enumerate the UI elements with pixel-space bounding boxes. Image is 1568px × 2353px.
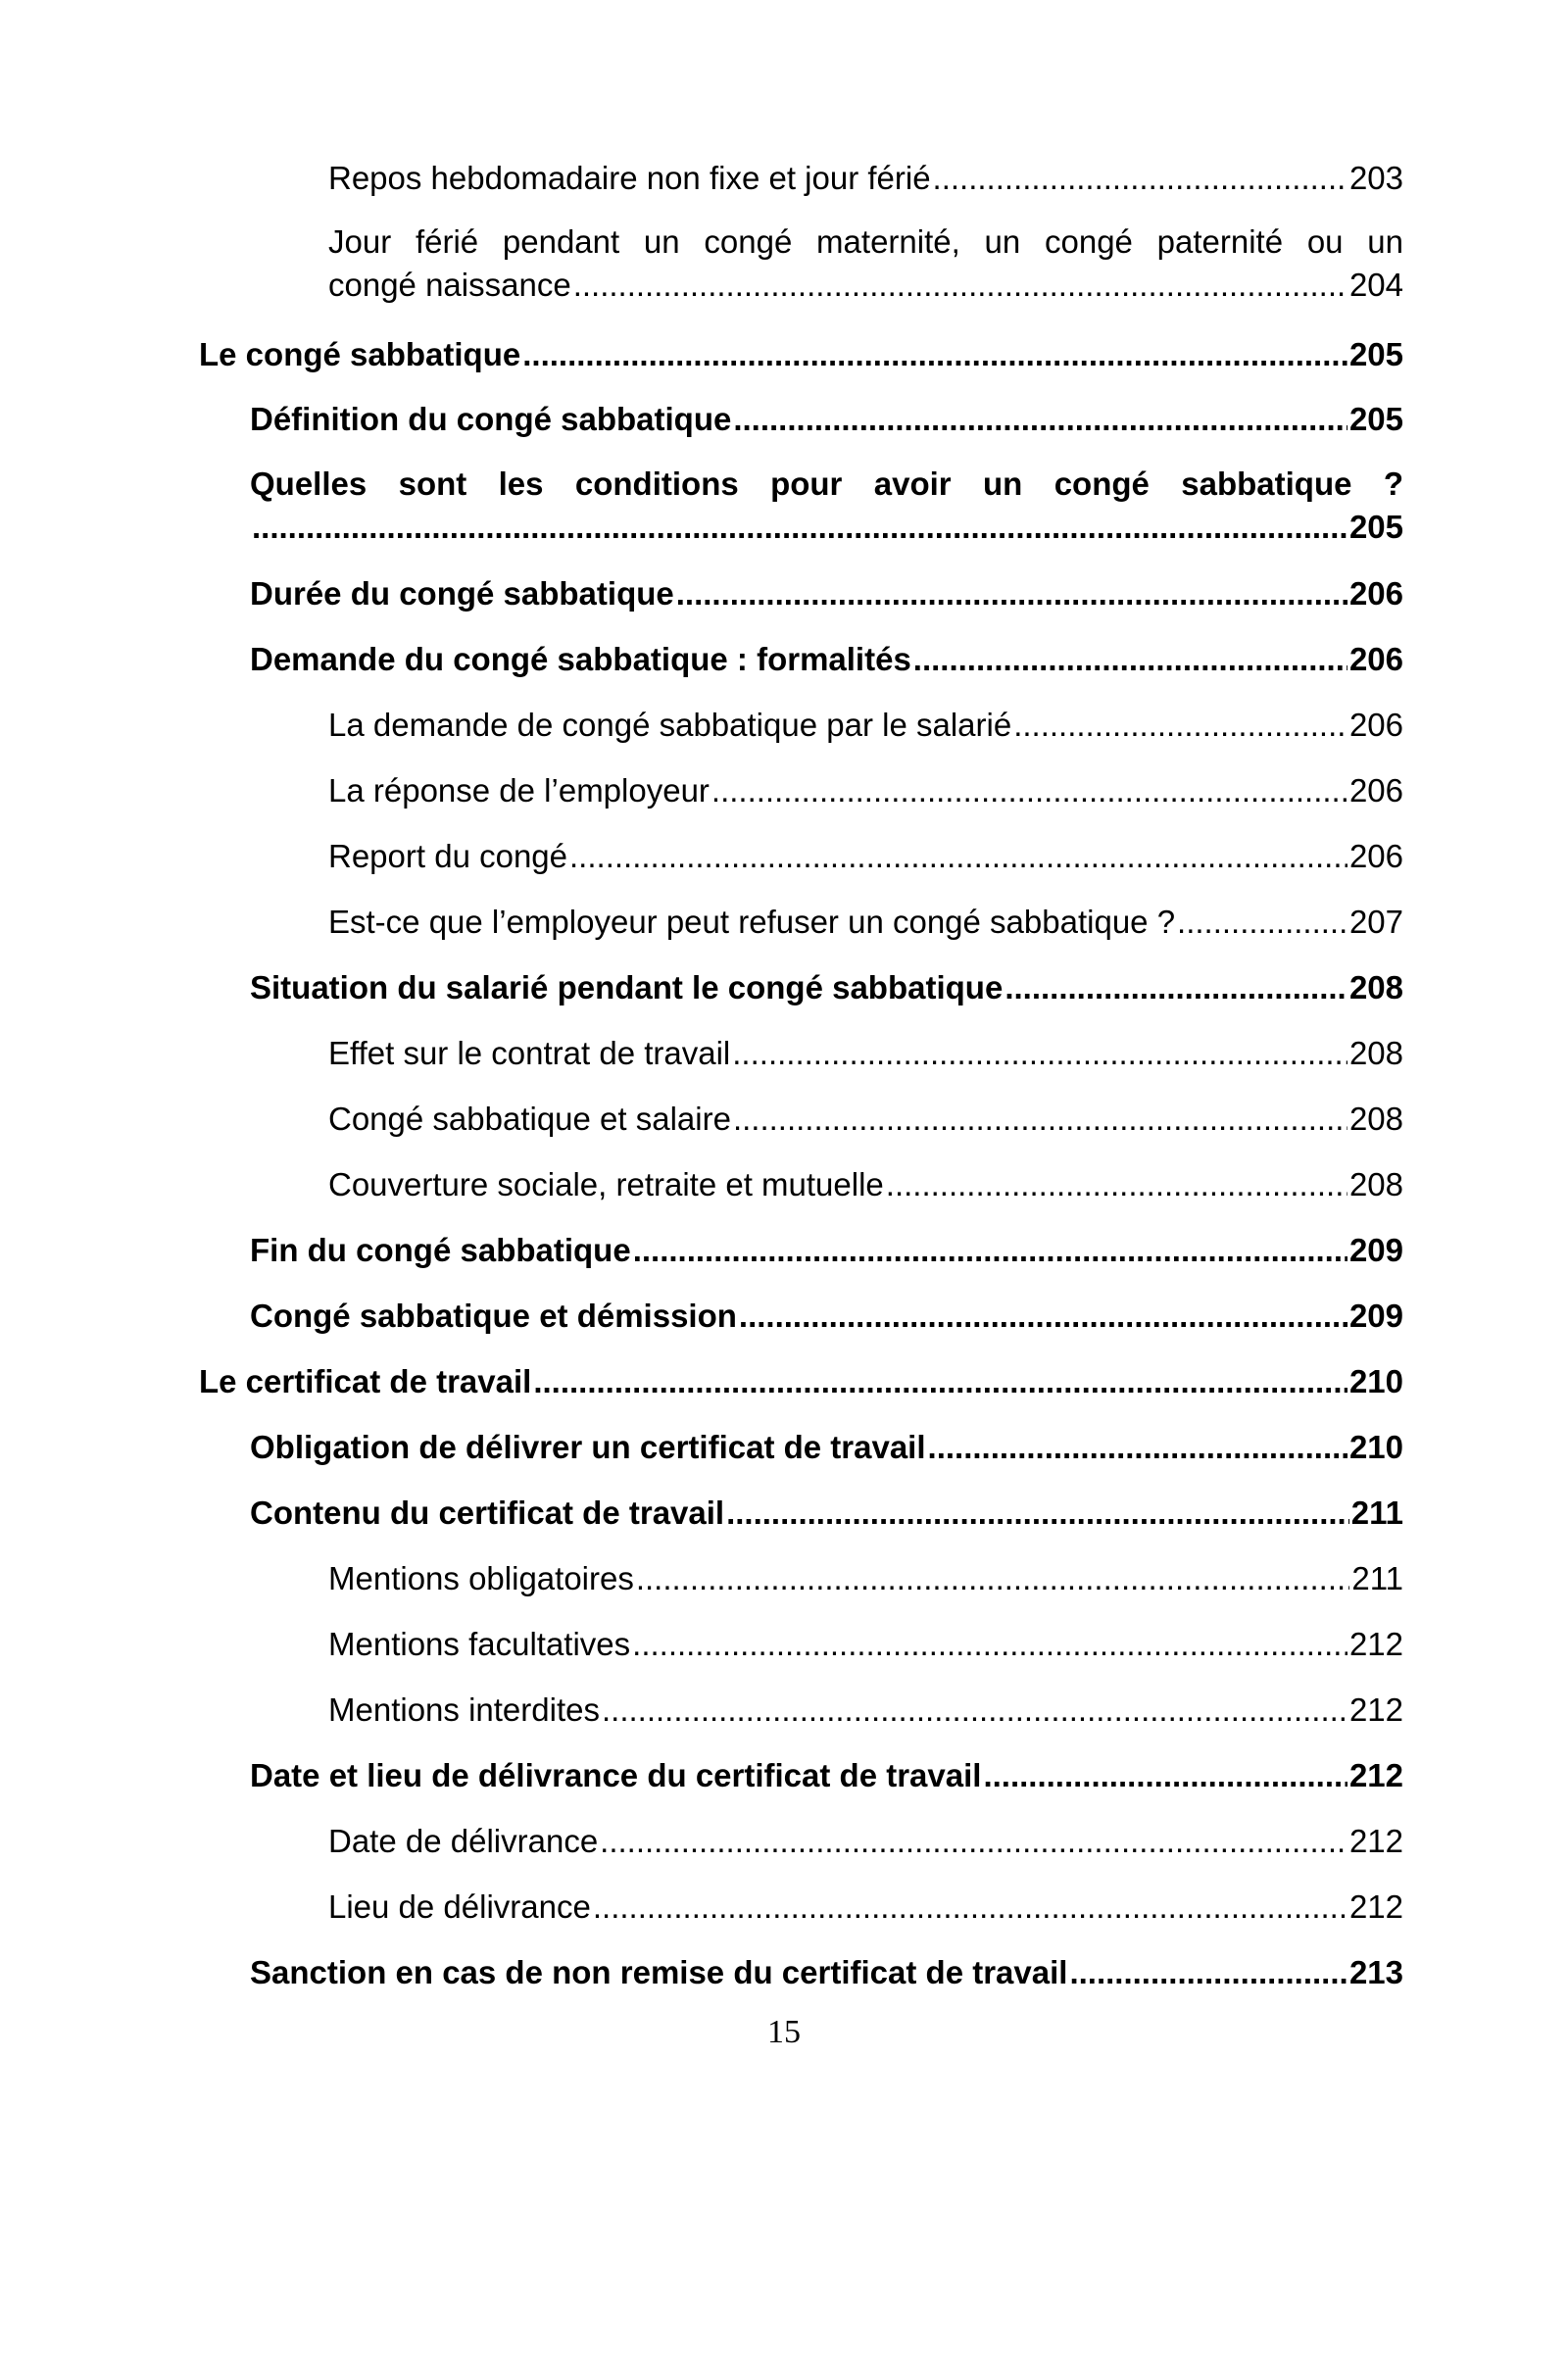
toc-entry[interactable] bbox=[250, 1426, 1403, 1469]
toc-entry[interactable] bbox=[250, 966, 1403, 1009]
dot-leader bbox=[252, 506, 1348, 549]
toc-entry-page: 206 bbox=[1348, 838, 1403, 874]
toc-entry[interactable] bbox=[328, 704, 1403, 747]
toc-entry-title-line2-row bbox=[328, 264, 1403, 307]
toc-entry[interactable] bbox=[328, 1623, 1403, 1666]
dot-leader bbox=[983, 1754, 1347, 1797]
dot-leader bbox=[913, 638, 1348, 681]
toc-entry-title-line1: Jour férié pendant un congé maternité, un congé paternité ou un bbox=[328, 223, 1403, 260]
dot-leader bbox=[733, 398, 1348, 441]
toc-entry-page: 209 bbox=[1348, 1232, 1403, 1268]
toc-entry[interactable] bbox=[199, 333, 1403, 376]
toc-entry-title: Est-ce que l’employeur peut refuser un congé sabbatique ? bbox=[328, 904, 1176, 940]
toc-entry[interactable] bbox=[328, 1886, 1403, 1929]
dot-leader bbox=[1013, 704, 1348, 747]
dot-leader bbox=[739, 1295, 1348, 1338]
toc-entry-title: Congé sabbatique et salaire bbox=[328, 1101, 731, 1137]
toc-entry-title: Congé sabbatique et démission bbox=[250, 1298, 737, 1334]
dot-leader bbox=[569, 835, 1348, 878]
toc-entry-page: 206 bbox=[1348, 641, 1403, 677]
toc-entry[interactable] bbox=[250, 1229, 1403, 1272]
toc-entry-title: Date de délivrance bbox=[328, 1823, 599, 1859]
toc-entry[interactable] bbox=[250, 1492, 1403, 1535]
toc-entry-page: 212 bbox=[1348, 1691, 1403, 1728]
toc-entry-title: Fin du congé sabbatique bbox=[250, 1232, 631, 1268]
toc-entry-title: Repos hebdomadaire non fixe et jour férié bbox=[328, 160, 931, 196]
toc-entry-page: 208 bbox=[1348, 969, 1403, 1005]
dot-leader bbox=[633, 1229, 1348, 1272]
toc-entry-title-line1: Quelles sont les conditions pour avoir un congé sabbatique ? bbox=[250, 466, 1403, 502]
toc-entry-title: Mentions obligatoires bbox=[328, 1560, 634, 1596]
dot-leader bbox=[1004, 966, 1348, 1009]
toc-entry[interactable] bbox=[250, 463, 1403, 549]
dot-leader bbox=[928, 1426, 1348, 1469]
toc-entry-title: Définition du congé sabbatique bbox=[250, 401, 732, 437]
toc-entry-page: 205 bbox=[1348, 336, 1403, 372]
toc-entry[interactable] bbox=[328, 221, 1403, 307]
toc-entry-page: 209 bbox=[1348, 1298, 1403, 1334]
page-number: 15 bbox=[767, 2014, 801, 2050]
toc-entry-title: Date et lieu de délivrance du certificat de travail bbox=[250, 1757, 982, 1793]
toc-entry-page: 207 bbox=[1348, 904, 1403, 940]
toc-entry-page: 213 bbox=[1348, 1954, 1403, 1990]
dot-leader bbox=[732, 1032, 1348, 1075]
toc-entry-page: 211 bbox=[1350, 1495, 1403, 1531]
toc-entry-title: Durée du congé sabbatique bbox=[250, 575, 674, 612]
dot-leader bbox=[632, 1623, 1348, 1666]
toc-entry-title: Mentions facultatives bbox=[328, 1626, 631, 1662]
toc-entry-page: 206 bbox=[1348, 575, 1403, 612]
toc-entry[interactable] bbox=[328, 1557, 1403, 1600]
dot-leader bbox=[711, 769, 1348, 812]
toc-entry-title-line2-row bbox=[250, 506, 1403, 549]
toc-entry-title: La réponse de l’employeur bbox=[328, 772, 710, 809]
toc-entry-title-line2: congé naissance bbox=[328, 267, 571, 303]
toc-entry[interactable] bbox=[328, 1098, 1403, 1141]
toc-entry-page: 212 bbox=[1348, 1823, 1403, 1859]
toc-entry-title: Le congé sabbatique bbox=[199, 336, 521, 372]
toc-entry[interactable] bbox=[250, 638, 1403, 681]
toc-entry-page: 208 bbox=[1348, 1035, 1403, 1071]
toc-entry-title: Couverture sociale, retraite et mutuelle bbox=[328, 1166, 884, 1202]
toc-entry[interactable] bbox=[328, 1689, 1403, 1732]
dot-leader bbox=[676, 572, 1348, 615]
toc-entry-page: 211 bbox=[1351, 1560, 1403, 1596]
dot-leader bbox=[726, 1492, 1349, 1535]
toc-entry-page: 205 bbox=[1348, 401, 1403, 437]
toc-entry-title: Lieu de délivrance bbox=[328, 1888, 591, 1925]
toc-entry-title: Obligation de délivrer un certificat de travail bbox=[250, 1429, 926, 1465]
toc-entry[interactable] bbox=[250, 572, 1403, 615]
toc-entry[interactable] bbox=[328, 1820, 1403, 1863]
toc-entry-page: 212 bbox=[1348, 1888, 1403, 1925]
toc-entry-page: 212 bbox=[1348, 1626, 1403, 1662]
toc-entry[interactable] bbox=[328, 157, 1403, 200]
toc-entry-title: Effet sur le contrat de travail bbox=[328, 1035, 731, 1071]
toc-entry-title: Mentions interdites bbox=[328, 1691, 600, 1728]
dot-leader bbox=[593, 1886, 1348, 1929]
dot-leader bbox=[522, 333, 1348, 376]
toc-entry-title: Le certificat de travail bbox=[199, 1363, 532, 1399]
toc-entry-page: 208 bbox=[1348, 1101, 1403, 1137]
dot-leader bbox=[573, 264, 1348, 307]
toc-entry-page: 205 bbox=[1348, 509, 1403, 545]
toc-entry-title: Report du congé bbox=[328, 838, 568, 874]
toc-entry[interactable] bbox=[250, 1754, 1403, 1797]
dot-leader bbox=[1177, 901, 1348, 944]
toc-entry[interactable] bbox=[250, 1295, 1403, 1338]
toc-entry-title: La demande de congé sabbatique par le salarié bbox=[328, 707, 1012, 743]
toc-entry-title: Contenu du certificat de travail bbox=[250, 1495, 725, 1531]
toc-entry[interactable] bbox=[250, 398, 1403, 441]
toc-entry-page: 206 bbox=[1348, 707, 1403, 743]
toc-entry-page: 204 bbox=[1348, 267, 1403, 303]
dot-leader bbox=[533, 1360, 1348, 1403]
toc-entry[interactable] bbox=[328, 1032, 1403, 1075]
toc-entry[interactable] bbox=[250, 1951, 1403, 1994]
dot-leader bbox=[636, 1557, 1350, 1600]
dot-leader bbox=[1069, 1951, 1347, 1994]
toc-entry-title: Situation du salarié pendant le congé sabbatique bbox=[250, 969, 1004, 1005]
toc-entry[interactable] bbox=[199, 1360, 1403, 1403]
toc-entry-page: 212 bbox=[1348, 1757, 1403, 1793]
dot-leader bbox=[602, 1689, 1348, 1732]
toc-entry-page: 210 bbox=[1348, 1363, 1403, 1399]
dot-leader bbox=[886, 1163, 1348, 1206]
toc-entry-page: 203 bbox=[1348, 160, 1403, 196]
dot-leader bbox=[600, 1820, 1348, 1863]
toc-entry-page: 208 bbox=[1348, 1166, 1403, 1202]
toc-entry[interactable] bbox=[328, 835, 1403, 878]
toc-entry[interactable] bbox=[328, 769, 1403, 812]
dot-leader bbox=[933, 157, 1348, 200]
toc-entry[interactable] bbox=[328, 901, 1403, 944]
toc-entry-page: 206 bbox=[1348, 772, 1403, 809]
toc-entry-title: Sanction en cas de non remise du certificat de travail bbox=[250, 1954, 1068, 1990]
dot-leader bbox=[733, 1098, 1348, 1141]
toc-entry-title: Demande du congé sabbatique : formalités bbox=[250, 641, 911, 677]
toc-entry[interactable] bbox=[328, 1163, 1403, 1206]
toc-entry-page: 210 bbox=[1348, 1429, 1403, 1465]
